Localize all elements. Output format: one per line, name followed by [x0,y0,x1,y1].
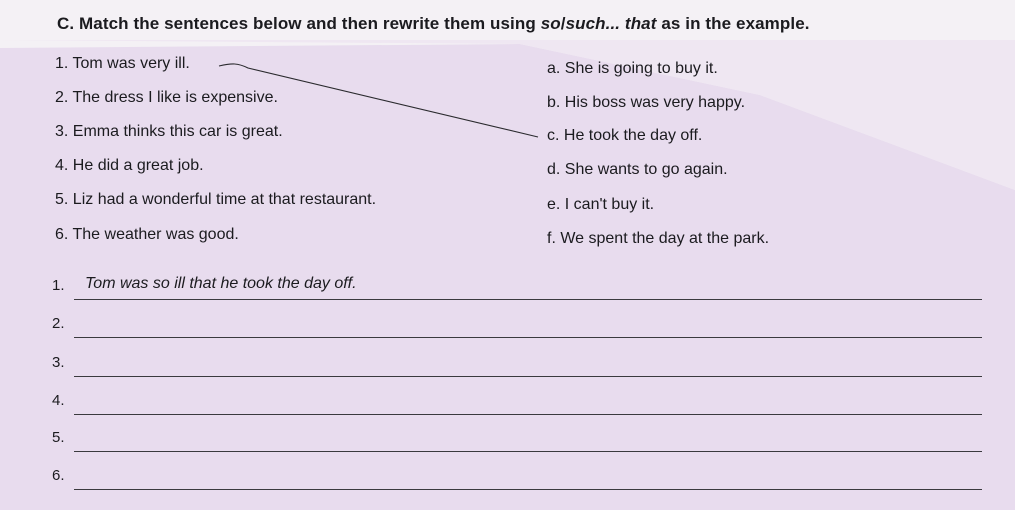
heading-italic-such-that: such... that [565,14,657,33]
answer-number-4: 4. [52,392,65,409]
right-sentence-d: d. She wants to go again. [547,161,728,178]
answer-line-3[interactable] [74,376,982,377]
left-sentence-4: 4. He did a great job. [55,157,204,174]
right-sentence-e: e. I can't buy it. [547,196,655,213]
heading-slash: / [560,14,566,33]
answer-row-5 [52,429,982,449]
answer-line-1[interactable] [74,299,982,300]
left-sentence-2: 2. The dress I like is expensive. [55,89,278,106]
left-sentence-3: 3. Emma thinks this car is great. [55,123,283,140]
heading-suffix: as in the example. [656,14,810,33]
answer-line-5[interactable] [74,451,982,452]
answer-number-3: 3. [52,354,65,371]
answer-row-6 [52,467,982,487]
right-sentence-f: f. We spent the day at the park. [547,230,770,247]
left-sentence-1: 1. Tom was very ill. [55,55,190,72]
answer-number-2: 2. [52,315,65,332]
answer-line-4[interactable] [74,414,982,415]
answer-text-1: Tom was so ill that he took the day off. [85,275,357,292]
heading-prefix: C. Match the sentences below and then rewrite them using [57,14,541,33]
right-sentence-b: b. His boss was very happy. [547,94,746,111]
answer-line-2[interactable] [74,337,982,338]
answer-number-6: 6. [52,467,65,484]
left-sentence-6: 6. The weather was good. [55,226,239,243]
answer-row-4 [52,392,982,412]
answer-number-5: 5. [52,429,65,446]
left-sentence-5: 5. Liz had a wonderful time at that restaurant. [55,191,377,208]
answer-row-3 [52,354,982,374]
heading-italic-so: so [540,14,561,33]
right-sentence-c: c. He took the day off. [547,127,703,144]
answer-row-1 [52,277,982,297]
answer-line-6[interactable] [74,489,982,490]
right-sentence-a: a. She is going to buy it. [547,60,718,77]
answer-row-2 [52,315,982,335]
answer-number-1: 1. [52,277,65,294]
